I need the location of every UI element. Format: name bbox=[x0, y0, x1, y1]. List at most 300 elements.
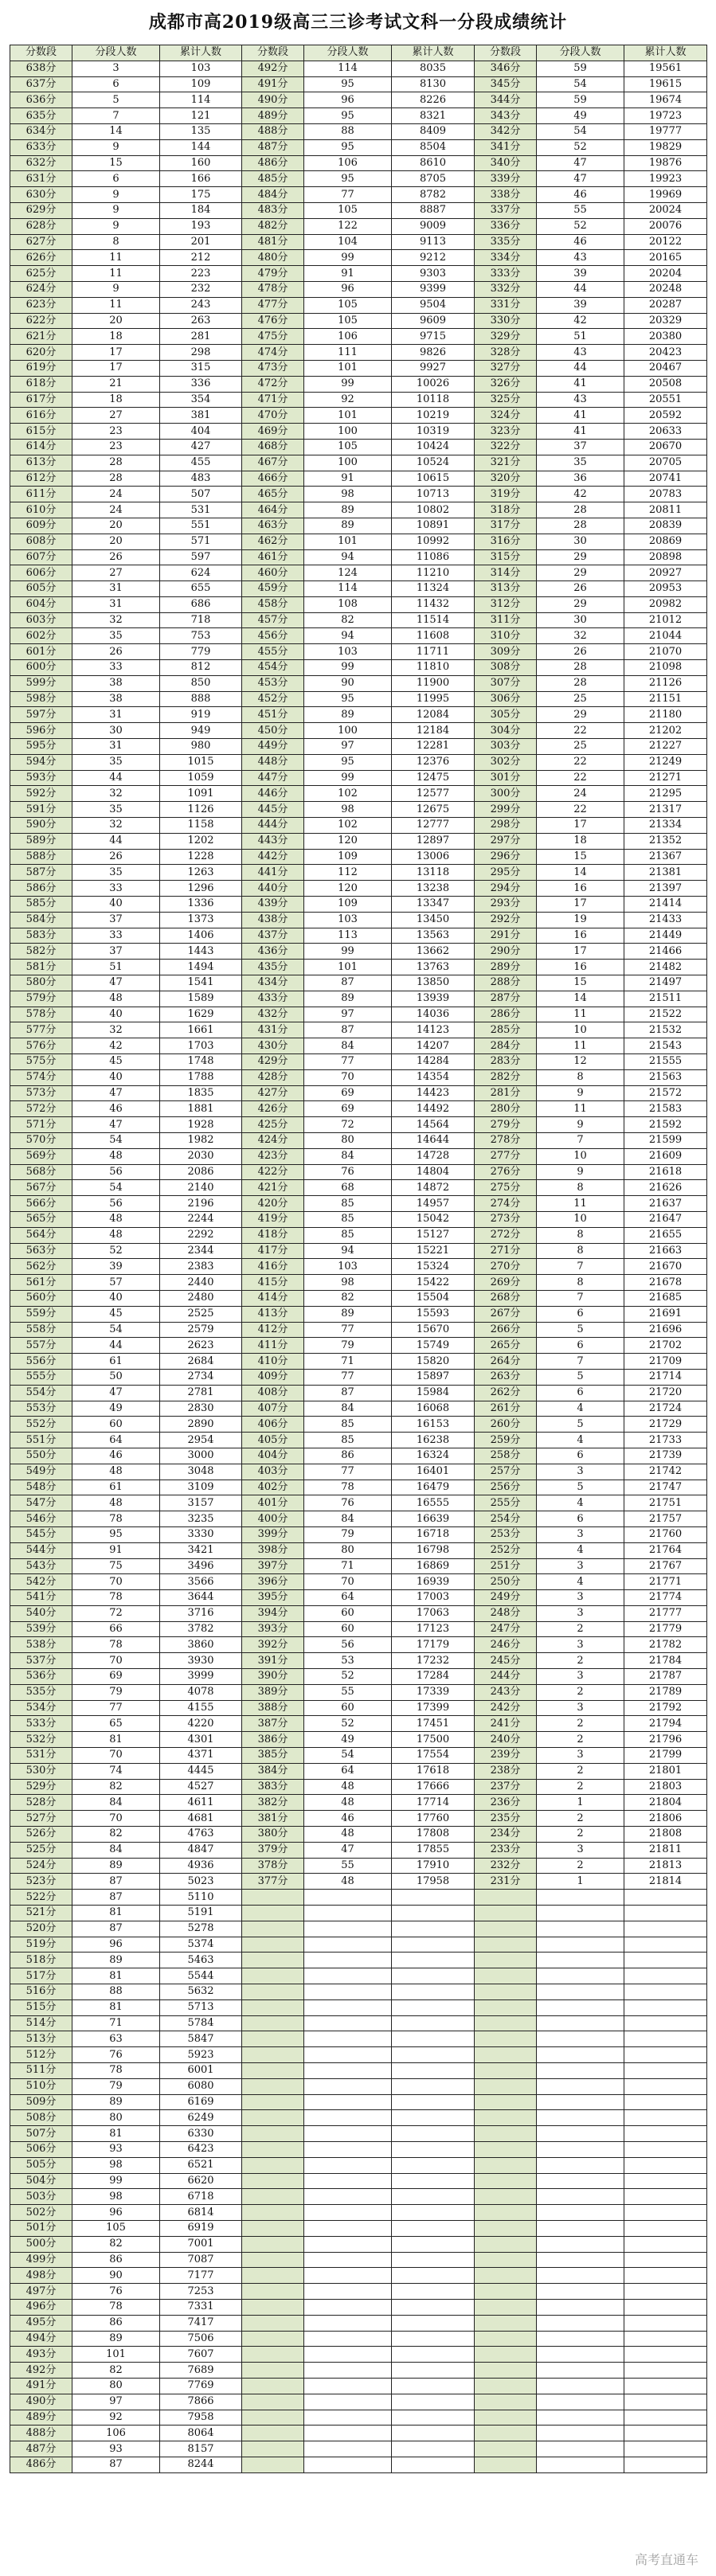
count-cell: 5 bbox=[537, 1417, 624, 1433]
count-cell: 95 bbox=[304, 691, 392, 707]
score-cell: 563分 bbox=[10, 1243, 72, 1259]
total-cell: 3999 bbox=[160, 1669, 242, 1685]
count-cell: 35 bbox=[537, 455, 624, 471]
total-cell: 11995 bbox=[392, 691, 475, 707]
count-cell: 99 bbox=[304, 944, 392, 960]
count-cell: 52 bbox=[304, 1716, 392, 1732]
count-cell: 47 bbox=[72, 1085, 160, 1101]
total-cell: 6718 bbox=[160, 2189, 242, 2205]
table-row bbox=[10, 1259, 707, 1275]
count-cell bbox=[537, 2410, 624, 2426]
count-cell bbox=[304, 2141, 392, 2157]
total-cell: 3496 bbox=[160, 1558, 242, 1574]
count-cell bbox=[537, 2110, 624, 2126]
total-cell: 223 bbox=[160, 266, 242, 282]
total-cell: 21801 bbox=[624, 1763, 707, 1779]
total-cell: 10026 bbox=[392, 376, 475, 392]
total-cell: 4445 bbox=[160, 1763, 242, 1779]
table-row bbox=[10, 1621, 707, 1637]
score-cell: 266分 bbox=[475, 1322, 537, 1338]
score-cell: 542分 bbox=[10, 1574, 72, 1590]
total-cell: 20423 bbox=[624, 345, 707, 361]
total-cell: 14564 bbox=[392, 1117, 475, 1133]
count-cell: 97 bbox=[72, 2394, 160, 2410]
score-cell: 439分 bbox=[242, 897, 304, 913]
total-cell: 160 bbox=[160, 155, 242, 171]
table-row bbox=[10, 754, 707, 770]
count-cell bbox=[304, 2031, 392, 2047]
total-cell bbox=[392, 1984, 475, 2000]
header-total: 累计人数 bbox=[160, 45, 242, 61]
total-cell bbox=[624, 2094, 707, 2110]
total-cell: 13450 bbox=[392, 912, 475, 928]
score-table bbox=[10, 45, 707, 2473]
score-cell bbox=[475, 2284, 537, 2300]
total-cell: 15670 bbox=[392, 1322, 475, 1338]
count-cell: 109 bbox=[304, 897, 392, 913]
score-cell: 433分 bbox=[242, 991, 304, 1007]
count-cell: 8 bbox=[537, 1069, 624, 1085]
table-row bbox=[10, 786, 707, 802]
count-cell: 88 bbox=[304, 123, 392, 139]
count-cell: 105 bbox=[304, 297, 392, 313]
score-cell: 280分 bbox=[475, 1101, 537, 1117]
score-cell: 492分 bbox=[242, 61, 304, 76]
score-cell: 574分 bbox=[10, 1069, 72, 1085]
count-cell: 85 bbox=[304, 1417, 392, 1433]
score-cell: 460分 bbox=[242, 565, 304, 581]
score-cell: 408分 bbox=[242, 1385, 304, 1401]
table-row bbox=[10, 2126, 707, 2142]
table-row bbox=[10, 1968, 707, 1984]
count-cell bbox=[537, 2363, 624, 2379]
count-cell: 28 bbox=[537, 518, 624, 534]
count-cell: 30 bbox=[72, 723, 160, 739]
score-cell: 246分 bbox=[475, 1637, 537, 1653]
score-cell: 575分 bbox=[10, 1054, 72, 1070]
total-cell: 2830 bbox=[160, 1401, 242, 1417]
table-row bbox=[10, 2268, 707, 2284]
score-cell: 566分 bbox=[10, 1196, 72, 1212]
total-cell bbox=[392, 1921, 475, 1937]
total-cell: 6521 bbox=[160, 2157, 242, 2173]
count-cell: 101 bbox=[304, 960, 392, 975]
score-cell: 244分 bbox=[475, 1669, 537, 1685]
score-cell: 632分 bbox=[10, 155, 72, 171]
score-cell: 544分 bbox=[10, 1542, 72, 1558]
table-row bbox=[10, 313, 707, 329]
total-cell bbox=[624, 2347, 707, 2363]
total-cell: 10802 bbox=[392, 502, 475, 518]
table-row bbox=[10, 1038, 707, 1054]
score-cell bbox=[475, 1937, 537, 1953]
total-cell: 17554 bbox=[392, 1748, 475, 1764]
total-cell bbox=[624, 2441, 707, 2457]
count-cell: 41 bbox=[537, 408, 624, 424]
score-cell: 270分 bbox=[475, 1259, 537, 1275]
score-cell: 610分 bbox=[10, 502, 72, 518]
total-cell: 21202 bbox=[624, 723, 707, 739]
total-cell bbox=[624, 2394, 707, 2410]
count-cell: 85 bbox=[304, 1433, 392, 1448]
total-cell: 10118 bbox=[392, 392, 475, 408]
count-cell bbox=[537, 2189, 624, 2205]
score-cell: 500分 bbox=[10, 2236, 72, 2252]
count-cell: 20 bbox=[72, 313, 160, 329]
score-cell: 272分 bbox=[475, 1227, 537, 1243]
total-cell: 5713 bbox=[160, 1999, 242, 2015]
count-cell bbox=[537, 2426, 624, 2441]
total-cell: 21637 bbox=[624, 1196, 707, 1212]
score-cell: 434分 bbox=[242, 975, 304, 991]
total-cell: 4527 bbox=[160, 1779, 242, 1795]
table-row bbox=[10, 1827, 707, 1843]
score-cell: 583分 bbox=[10, 928, 72, 944]
count-cell: 6 bbox=[537, 1385, 624, 1401]
score-cell bbox=[242, 2441, 304, 2457]
count-cell: 2 bbox=[537, 1732, 624, 1748]
total-cell: 779 bbox=[160, 644, 242, 660]
count-cell: 96 bbox=[72, 1937, 160, 1953]
table-row bbox=[10, 1526, 707, 1542]
total-cell: 315 bbox=[160, 360, 242, 376]
count-cell: 27 bbox=[72, 408, 160, 424]
score-cell: 415分 bbox=[242, 1275, 304, 1291]
score-cell: 258分 bbox=[475, 1448, 537, 1464]
table-row bbox=[10, 392, 707, 408]
count-cell bbox=[304, 2347, 392, 2363]
total-cell bbox=[624, 2110, 707, 2126]
count-cell bbox=[304, 1937, 392, 1953]
score-cell: 436分 bbox=[242, 944, 304, 960]
score-cell bbox=[242, 1999, 304, 2015]
score-cell: 603分 bbox=[10, 612, 72, 628]
score-cell: 558分 bbox=[10, 1322, 72, 1338]
score-cell: 463分 bbox=[242, 518, 304, 534]
header-score: 分数段 bbox=[10, 45, 72, 61]
total-cell: 9212 bbox=[392, 250, 475, 266]
score-cell bbox=[475, 1906, 537, 1921]
count-cell: 72 bbox=[304, 1117, 392, 1133]
total-cell: 21771 bbox=[624, 1574, 707, 1590]
score-cell: 476分 bbox=[242, 313, 304, 329]
table-row bbox=[10, 1243, 707, 1259]
count-cell: 56 bbox=[72, 1164, 160, 1180]
score-cell: 585分 bbox=[10, 897, 72, 913]
score-cell: 453分 bbox=[242, 675, 304, 691]
table-row bbox=[10, 376, 707, 392]
total-cell: 10615 bbox=[392, 471, 475, 487]
total-cell: 114 bbox=[160, 92, 242, 108]
total-cell: 7866 bbox=[160, 2394, 242, 2410]
total-cell: 17123 bbox=[392, 1621, 475, 1637]
table-row bbox=[10, 1558, 707, 1574]
table-row bbox=[10, 155, 707, 171]
score-cell: 508分 bbox=[10, 2110, 72, 2126]
total-cell: 17339 bbox=[392, 1684, 475, 1700]
count-cell: 89 bbox=[72, 1953, 160, 1968]
count-cell: 16 bbox=[537, 928, 624, 944]
count-cell: 99 bbox=[304, 250, 392, 266]
score-cell: 245分 bbox=[475, 1653, 537, 1669]
count-cell: 3 bbox=[537, 1590, 624, 1606]
score-cell: 489分 bbox=[10, 2410, 72, 2426]
score-cell: 549分 bbox=[10, 1464, 72, 1480]
score-cell: 541分 bbox=[10, 1590, 72, 1606]
score-cell: 614分 bbox=[10, 439, 72, 455]
count-cell: 23 bbox=[72, 439, 160, 455]
count-cell: 21 bbox=[72, 376, 160, 392]
total-cell: 686 bbox=[160, 596, 242, 612]
count-cell: 4 bbox=[537, 1401, 624, 1417]
total-cell: 21742 bbox=[624, 1464, 707, 1480]
count-cell: 76 bbox=[72, 2284, 160, 2300]
count-cell: 11 bbox=[537, 1101, 624, 1117]
score-cell bbox=[475, 2110, 537, 2126]
count-cell: 10 bbox=[537, 1211, 624, 1227]
total-cell: 19969 bbox=[624, 187, 707, 203]
count-cell bbox=[537, 2268, 624, 2284]
count-cell bbox=[537, 2015, 624, 2031]
table-row bbox=[10, 660, 707, 676]
total-cell: 19777 bbox=[624, 123, 707, 139]
total-cell: 1406 bbox=[160, 928, 242, 944]
count-cell: 91 bbox=[304, 471, 392, 487]
score-cell bbox=[475, 2173, 537, 2189]
count-cell: 29 bbox=[537, 707, 624, 723]
score-cell: 379分 bbox=[242, 1842, 304, 1858]
score-cell: 501分 bbox=[10, 2220, 72, 2236]
score-cell: 577分 bbox=[10, 1022, 72, 1038]
total-cell: 9826 bbox=[392, 345, 475, 361]
table-row bbox=[10, 1448, 707, 1464]
total-cell: 1788 bbox=[160, 1069, 242, 1085]
count-cell: 12 bbox=[537, 1054, 624, 1070]
count-cell: 86 bbox=[72, 2252, 160, 2268]
score-cell bbox=[242, 2426, 304, 2441]
count-cell: 90 bbox=[304, 675, 392, 691]
total-cell: 21397 bbox=[624, 881, 707, 897]
count-cell bbox=[304, 2220, 392, 2236]
total-cell bbox=[392, 2189, 475, 2205]
table-row bbox=[10, 234, 707, 250]
total-cell: 14123 bbox=[392, 1022, 475, 1038]
total-cell: 14423 bbox=[392, 1085, 475, 1101]
count-cell: 46 bbox=[537, 187, 624, 203]
total-cell: 21747 bbox=[624, 1480, 707, 1495]
total-cell bbox=[392, 2141, 475, 2157]
total-cell: 1126 bbox=[160, 802, 242, 818]
count-cell: 99 bbox=[304, 660, 392, 676]
count-cell: 14 bbox=[537, 991, 624, 1007]
total-cell: 16798 bbox=[392, 1542, 475, 1558]
count-cell: 52 bbox=[537, 218, 624, 234]
score-cell bbox=[242, 1968, 304, 1984]
score-cell: 296分 bbox=[475, 849, 537, 865]
score-cell: 607分 bbox=[10, 549, 72, 565]
score-cell: 560分 bbox=[10, 1290, 72, 1306]
count-cell: 64 bbox=[304, 1590, 392, 1606]
total-cell: 10891 bbox=[392, 518, 475, 534]
total-cell: 21751 bbox=[624, 1495, 707, 1511]
score-cell: 335分 bbox=[475, 234, 537, 250]
total-cell bbox=[624, 2126, 707, 2142]
total-cell: 21784 bbox=[624, 1653, 707, 1669]
total-cell bbox=[624, 2078, 707, 2094]
score-cell: 562分 bbox=[10, 1259, 72, 1275]
score-cell bbox=[242, 1906, 304, 1921]
total-cell: 7417 bbox=[160, 2315, 242, 2331]
count-cell: 43 bbox=[537, 345, 624, 361]
total-cell: 7331 bbox=[160, 2299, 242, 2315]
count-cell: 76 bbox=[304, 1495, 392, 1511]
score-cell: 248分 bbox=[475, 1605, 537, 1621]
score-cell bbox=[475, 2410, 537, 2426]
score-cell: 449分 bbox=[242, 739, 304, 755]
total-cell: 21334 bbox=[624, 818, 707, 834]
score-cell: 398分 bbox=[242, 1542, 304, 1558]
score-cell: 533分 bbox=[10, 1716, 72, 1732]
table-row bbox=[10, 1290, 707, 1306]
count-cell: 7 bbox=[537, 1132, 624, 1148]
count-cell: 122 bbox=[304, 218, 392, 234]
score-cell: 435分 bbox=[242, 960, 304, 975]
count-cell: 84 bbox=[304, 1148, 392, 1164]
count-cell bbox=[537, 1999, 624, 2015]
count-cell: 54 bbox=[72, 1180, 160, 1196]
table-row bbox=[10, 549, 707, 565]
count-cell: 87 bbox=[72, 2457, 160, 2472]
count-cell: 87 bbox=[72, 1921, 160, 1937]
score-cell: 505分 bbox=[10, 2157, 72, 2173]
count-cell: 48 bbox=[304, 1779, 392, 1795]
count-cell: 5 bbox=[537, 1369, 624, 1385]
score-cell: 528分 bbox=[10, 1795, 72, 1811]
score-cell: 461分 bbox=[242, 549, 304, 565]
count-cell: 95 bbox=[72, 1526, 160, 1542]
total-cell bbox=[392, 2457, 475, 2472]
total-cell: 21799 bbox=[624, 1748, 707, 1764]
count-cell: 70 bbox=[72, 1574, 160, 1590]
table-row bbox=[10, 1401, 707, 1417]
total-cell: 19561 bbox=[624, 61, 707, 76]
score-cell: 333分 bbox=[475, 266, 537, 282]
total-cell: 21720 bbox=[624, 1385, 707, 1401]
score-cell: 582分 bbox=[10, 944, 72, 960]
table-row bbox=[10, 139, 707, 155]
total-cell: 21433 bbox=[624, 912, 707, 928]
score-cell bbox=[242, 2394, 304, 2410]
score-cell: 318分 bbox=[475, 502, 537, 518]
total-cell: 13763 bbox=[392, 960, 475, 975]
total-cell: 2030 bbox=[160, 1148, 242, 1164]
score-cell bbox=[475, 2141, 537, 2157]
score-cell: 341分 bbox=[475, 139, 537, 155]
table-row bbox=[10, 1763, 707, 1779]
score-cell: 382分 bbox=[242, 1795, 304, 1811]
table-row bbox=[10, 329, 707, 345]
total-cell: 20204 bbox=[624, 266, 707, 282]
total-cell: 2954 bbox=[160, 1433, 242, 1448]
count-cell: 120 bbox=[304, 833, 392, 849]
total-cell: 2623 bbox=[160, 1338, 242, 1354]
count-cell: 51 bbox=[537, 329, 624, 345]
score-cell: 325分 bbox=[475, 392, 537, 408]
score-cell: 557分 bbox=[10, 1338, 72, 1354]
count-cell: 11 bbox=[537, 1196, 624, 1212]
count-cell bbox=[537, 1953, 624, 1968]
score-cell bbox=[475, 2063, 537, 2079]
table-row bbox=[10, 2157, 707, 2173]
table-row bbox=[10, 1779, 707, 1795]
score-cell: 450分 bbox=[242, 723, 304, 739]
header-score: 分数段 bbox=[242, 45, 304, 61]
score-cell: 263分 bbox=[475, 1369, 537, 1385]
score-cell: 256分 bbox=[475, 1480, 537, 1495]
count-cell bbox=[304, 2173, 392, 2189]
score-cell: 282分 bbox=[475, 1069, 537, 1085]
table-row bbox=[10, 991, 707, 1007]
count-cell: 77 bbox=[304, 1369, 392, 1385]
total-cell: 7607 bbox=[160, 2347, 242, 2363]
count-cell: 80 bbox=[304, 1542, 392, 1558]
table-row bbox=[10, 502, 707, 518]
table-row bbox=[10, 218, 707, 234]
score-cell: 403分 bbox=[242, 1464, 304, 1480]
count-cell: 15 bbox=[72, 155, 160, 171]
count-cell: 87 bbox=[304, 1022, 392, 1038]
count-cell: 109 bbox=[304, 849, 392, 865]
table-row bbox=[10, 770, 707, 786]
count-cell: 59 bbox=[537, 92, 624, 108]
count-cell: 3 bbox=[537, 1464, 624, 1480]
score-cell: 240分 bbox=[475, 1732, 537, 1748]
count-cell: 17 bbox=[537, 897, 624, 913]
table-row bbox=[10, 849, 707, 865]
count-cell: 60 bbox=[304, 1621, 392, 1637]
count-cell bbox=[304, 2363, 392, 2379]
table-row bbox=[10, 928, 707, 944]
count-cell: 100 bbox=[304, 723, 392, 739]
total-cell: 121 bbox=[160, 108, 242, 124]
score-cell: 423分 bbox=[242, 1148, 304, 1164]
score-cell: 328分 bbox=[475, 345, 537, 361]
score-cell: 294分 bbox=[475, 881, 537, 897]
score-cell: 253分 bbox=[475, 1526, 537, 1542]
total-cell: 2440 bbox=[160, 1275, 242, 1291]
total-cell bbox=[392, 2363, 475, 2379]
count-cell: 101 bbox=[304, 408, 392, 424]
score-cell bbox=[242, 2252, 304, 2268]
count-cell: 3 bbox=[537, 1748, 624, 1764]
count-cell: 47 bbox=[537, 171, 624, 187]
score-cell: 444分 bbox=[242, 818, 304, 834]
count-cell: 29 bbox=[537, 596, 624, 612]
score-cell: 509分 bbox=[10, 2094, 72, 2110]
table-row bbox=[10, 1542, 707, 1558]
count-cell: 55 bbox=[304, 1858, 392, 1874]
total-cell: 21609 bbox=[624, 1148, 707, 1164]
count-cell bbox=[304, 1984, 392, 2000]
table-row bbox=[10, 2347, 707, 2363]
count-cell: 41 bbox=[537, 424, 624, 440]
total-cell: 17618 bbox=[392, 1763, 475, 1779]
count-cell: 86 bbox=[304, 1448, 392, 1464]
count-cell: 81 bbox=[72, 1999, 160, 2015]
total-cell: 20165 bbox=[624, 250, 707, 266]
total-cell: 21685 bbox=[624, 1290, 707, 1306]
count-cell: 85 bbox=[304, 1196, 392, 1212]
